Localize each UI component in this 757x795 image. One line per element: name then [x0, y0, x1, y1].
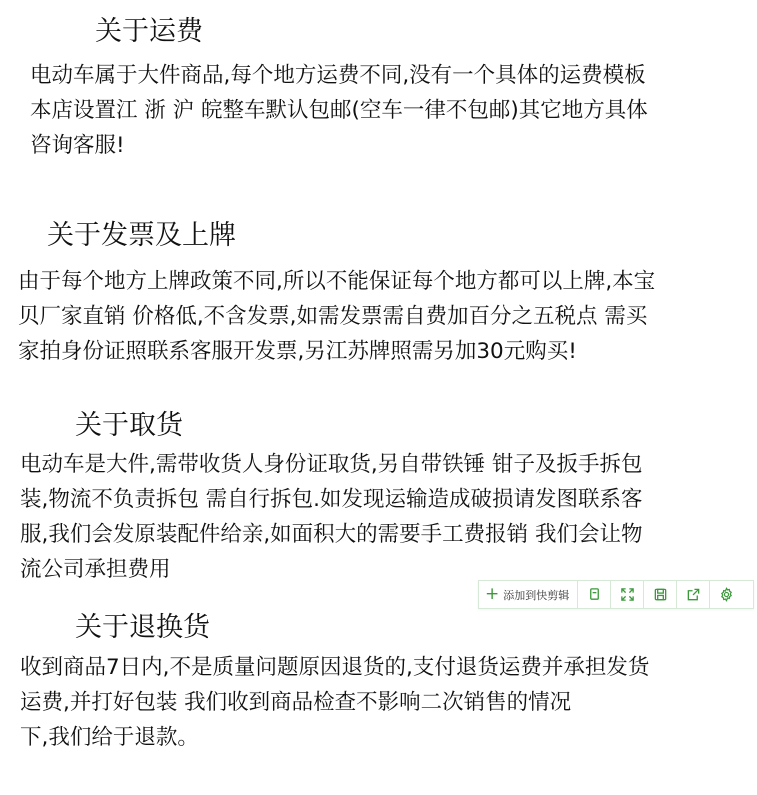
section-heading-invoice: 关于发票及上牌: [47, 220, 236, 251]
save-icon: [653, 587, 668, 602]
settings-icon: [719, 587, 734, 602]
text-line: 由于每个地方上牌政策不同,所以不能保证每个地方都可以上牌,本宝: [18, 269, 656, 294]
share-icon: [686, 587, 701, 602]
text-line: 贝厂家直销 价格低,不含发票,如需发票需自费加百分之五税点 需买: [18, 304, 648, 329]
copy-icon: [587, 587, 602, 602]
text-line: 本店设置江 浙 沪 皖整车默认包邮(空车一律不包邮)其它地方具体: [30, 98, 648, 123]
section-heading-returns: 关于退换货: [75, 612, 210, 643]
clip-toolbar: [478, 580, 754, 609]
text-line: 装,物流不负责拆包 需自行拆包.如发现运输造成破损请发图联系客: [20, 487, 643, 512]
fullscreen-icon: [620, 587, 635, 602]
text-line: 电动车属于大件商品,每个地方运费不同,没有一个具体的运费模板: [30, 63, 646, 88]
text-line: 收到商品7日内,不是质量问题原因退货的,支付退货运费并承担发货: [20, 655, 650, 680]
settings-button[interactable]: [710, 581, 742, 608]
share-button[interactable]: [677, 581, 710, 608]
text-line: 流公司承担费用: [20, 557, 171, 582]
text-line: 运费,并打好包装 我们收到商品检查不影响二次销售的情况: [20, 690, 572, 715]
text-line: 下,我们给于退款。: [20, 725, 199, 750]
section-body-shipping: [30, 58, 648, 163]
save-button[interactable]: [644, 581, 677, 608]
add-to-clip-label: 添加到快剪辑: [503, 588, 570, 602]
copy-button[interactable]: [578, 581, 611, 608]
text-line: 电动车是大件,需带收货人身份证取货,另自带铁锤 钳子及扳手拆包: [20, 452, 643, 477]
text-line: 咨询客服!: [30, 133, 125, 158]
section-body-invoice: [18, 264, 655, 369]
text-line: 服,我们会发原装配件给亲,如面积大的需要手工费报销 我们会让物: [20, 522, 643, 547]
add-to-clip-button[interactable]: [479, 581, 578, 608]
section-heading-pickup: 关于取货: [75, 410, 183, 441]
text-line: 家拍身份证照联系客服开发票,另江苏牌照需另加30元购买!: [18, 339, 577, 364]
section-heading-shipping: 关于运费: [95, 16, 203, 47]
section-body-returns: [20, 650, 649, 755]
plus-icon: +: [485, 584, 500, 604]
section-body-pickup: [20, 447, 643, 587]
fullscreen-button[interactable]: [611, 581, 644, 608]
